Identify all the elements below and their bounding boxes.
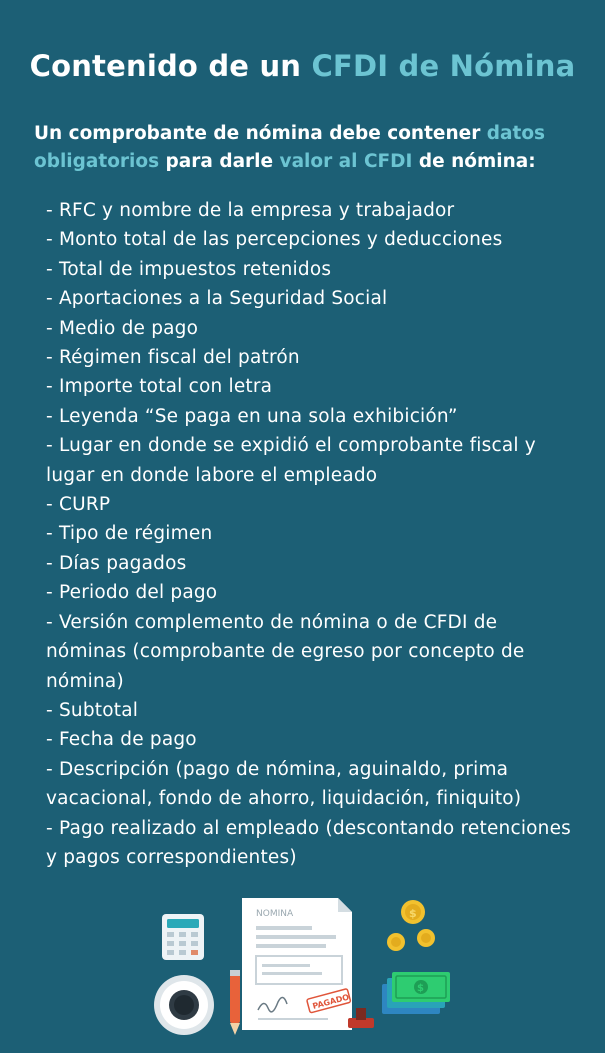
- list-item: - Aportaciones a la Seguridad Social: [46, 288, 388, 310]
- payroll-document-icon: [242, 898, 374, 1030]
- pencil-icon: [230, 970, 240, 1035]
- list-item: - Periodo del pago: [46, 582, 218, 604]
- list-item: - Versión complemento de nómina o de CFDI de nóminas (comprobante de egreso por concepto de nómina): [46, 611, 525, 692]
- page-title: [0, 46, 605, 86]
- list-item: - RFC y nombre de la empresa y trabajador: [46, 200, 455, 221]
- svg-text:$: $: [409, 907, 417, 920]
- intro-text-3: de nómina:: [412, 151, 536, 172]
- list-item: - Lugar en donde se expidió el comprobante fiscal y lugar en donde labore el empleado: [46, 435, 536, 486]
- intro-paragraph: [34, 120, 574, 176]
- svg-text:$: $: [417, 983, 424, 994]
- list-item: - Tipo de régimen: [46, 523, 213, 545]
- calculator-icon: [162, 914, 204, 960]
- paid-stamp: PAGADO: [311, 992, 351, 1011]
- coins-icon: [387, 900, 435, 951]
- list-item: - Subtotal: [46, 699, 139, 721]
- list-item: - Importe total con letra: [46, 376, 273, 398]
- title-accent: CFDI de Nómina: [311, 49, 576, 83]
- list-item: - Total de impuestos retenidos: [46, 258, 332, 280]
- banknotes-icon: [382, 972, 450, 1014]
- list-item: - Fecha de pago: [46, 729, 197, 751]
- required-data-list: [46, 196, 576, 872]
- list-item: - Pago realizado al empleado (descontando retenciones y pagos correspondientes): [46, 817, 572, 868]
- title-main: Contenido de un: [29, 49, 312, 83]
- list-item: - Régimen fiscal del patrón: [46, 347, 300, 369]
- intro-accent-1: datos obligatorios: [34, 123, 546, 172]
- coffee-cup-icon: [154, 975, 214, 1035]
- list-item: - Leyenda “Se paga en una sola exhibición”: [46, 405, 458, 427]
- intro-text-2: para darle: [159, 151, 280, 172]
- list-item: - Monto total de las percepciones y deducciones: [46, 229, 503, 251]
- payroll-illustration: [150, 880, 470, 1045]
- list-item: - Días pagados: [46, 552, 187, 574]
- intro-accent-2: valor al CFDI: [279, 151, 413, 172]
- list-item: - CURP: [46, 494, 111, 516]
- list-item: - Medio de pago: [46, 317, 199, 339]
- list-item: - Descripción (pago de nómina, aguinaldo, prima vacacional, fondo de ahorro, liquidación, finiquito): [46, 758, 522, 810]
- intro-text-1: Un comprobante de nómina debe contener: [34, 123, 487, 144]
- document-header: NOMINA: [256, 909, 294, 919]
